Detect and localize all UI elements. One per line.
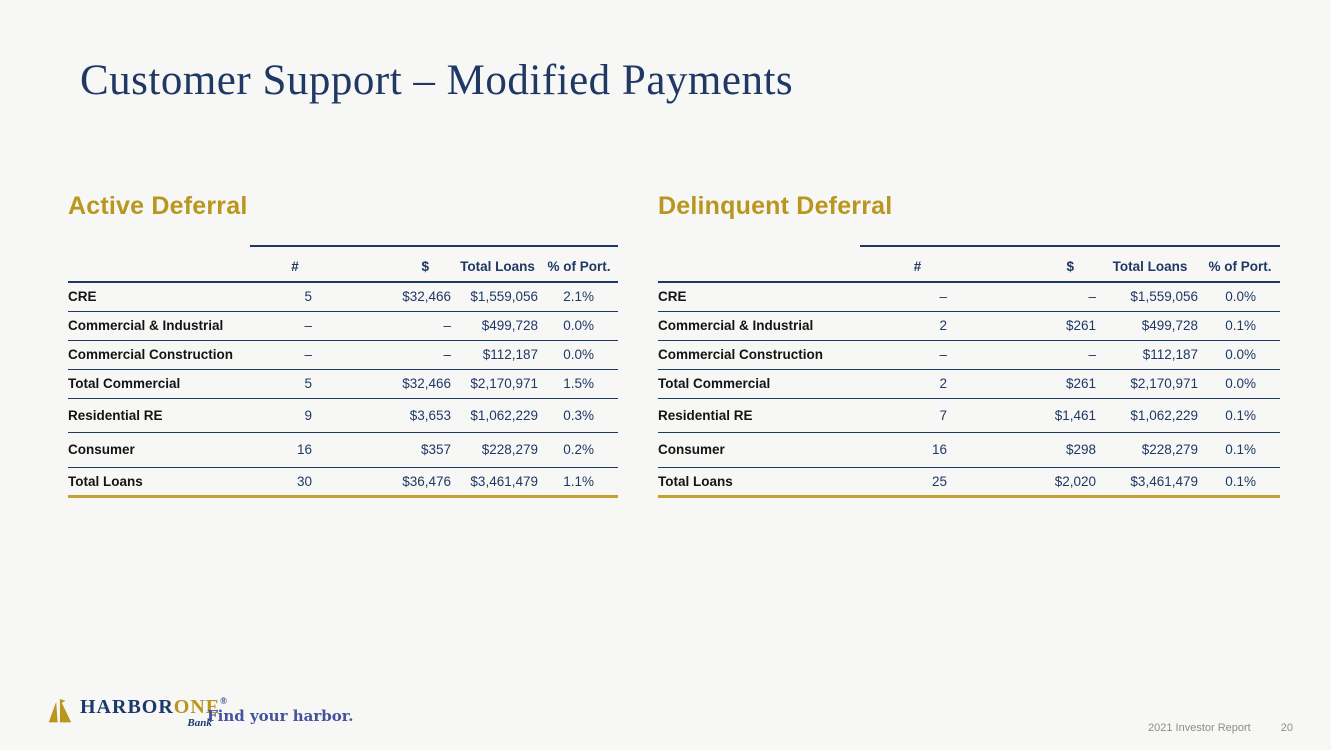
- cell-total-loans: $112,187: [1100, 340, 1200, 369]
- footer-right: [1148, 722, 1293, 734]
- row-label: Consumer: [68, 432, 250, 467]
- table-row: [68, 340, 618, 369]
- row-label: Commercial Construction: [658, 340, 860, 369]
- sail-icon: [44, 697, 74, 734]
- row-label: Commercial & Industrial: [658, 311, 860, 340]
- table-row: [658, 467, 1280, 496]
- cell-percent: 0.1%: [1200, 432, 1280, 467]
- row-label: Total Loans: [658, 467, 860, 496]
- delinquent-deferral-section: [658, 192, 1280, 498]
- cell-total-loans: $499,728: [1100, 311, 1200, 340]
- logo-wordmark: HARBORONE®: [80, 696, 228, 718]
- cell-total-loans: $3,461,479: [455, 467, 540, 496]
- cell-percent: 0.1%: [1200, 398, 1280, 432]
- cell-amount: –: [975, 340, 1100, 369]
- table-row: [658, 340, 1280, 369]
- column-header: $: [340, 246, 455, 282]
- column-header: Total Loans: [455, 246, 540, 282]
- cell-count: 16: [860, 432, 975, 467]
- table-row: [658, 369, 1280, 398]
- row-label: CRE: [68, 282, 250, 311]
- header-row: [68, 246, 618, 282]
- table-row: [658, 432, 1280, 467]
- cell-total-loans: $1,559,056: [455, 282, 540, 311]
- cell-percent: 0.3%: [540, 398, 618, 432]
- row-label: Residential RE: [658, 398, 860, 432]
- cell-count: 2: [860, 311, 975, 340]
- cell-percent: 0.0%: [1200, 340, 1280, 369]
- header-spacer: [658, 246, 860, 282]
- cell-amount: –: [340, 311, 455, 340]
- cell-percent: 0.1%: [1200, 311, 1280, 340]
- cell-percent: 0.0%: [540, 311, 618, 340]
- cell-count: 5: [250, 369, 340, 398]
- table-row: [658, 398, 1280, 432]
- cell-amount: –: [340, 340, 455, 369]
- cell-percent: 0.1%: [1200, 467, 1280, 496]
- cell-percent: 0.0%: [540, 340, 618, 369]
- cell-count: –: [860, 340, 975, 369]
- header-spacer: [68, 246, 250, 282]
- harborone-logo: [44, 697, 228, 734]
- cell-amount: $261: [975, 369, 1100, 398]
- row-label: Commercial Construction: [68, 340, 250, 369]
- row-label: Consumer: [658, 432, 860, 467]
- cell-total-loans: $499,728: [455, 311, 540, 340]
- table-row: [68, 311, 618, 340]
- cell-total-loans: $1,062,229: [1100, 398, 1200, 432]
- cell-count: 2: [860, 369, 975, 398]
- cell-amount: –: [975, 282, 1100, 311]
- section-heading: Delinquent Deferral: [658, 192, 893, 220]
- table-row: [68, 282, 618, 311]
- cell-total-loans: $228,279: [455, 432, 540, 467]
- cell-amount: $36,476: [340, 467, 455, 496]
- cell-amount: $357: [340, 432, 455, 467]
- column-header: #: [860, 246, 975, 282]
- cell-total-loans: $228,279: [1100, 432, 1200, 467]
- cell-amount: $298: [975, 432, 1100, 467]
- table-row: [658, 311, 1280, 340]
- cell-count: 5: [250, 282, 340, 311]
- column-header: $: [975, 246, 1100, 282]
- row-label: Commercial & Industrial: [68, 311, 250, 340]
- cell-total-loans: $3,461,479: [1100, 467, 1200, 496]
- column-header: Total Loans: [1100, 246, 1200, 282]
- column-header: #: [250, 246, 340, 282]
- cell-count: 9: [250, 398, 340, 432]
- active-deferral-table: [68, 245, 618, 498]
- section-heading: Active Deferral: [68, 192, 248, 220]
- row-label: Residential RE: [68, 398, 250, 432]
- cell-total-loans: $2,170,971: [455, 369, 540, 398]
- tagline: Find your harbor.: [207, 707, 354, 725]
- cell-total-loans: $1,559,056: [1100, 282, 1200, 311]
- cell-amount: $3,653: [340, 398, 455, 432]
- logo-text: [80, 697, 228, 729]
- cell-amount: $261: [975, 311, 1100, 340]
- table-row: [68, 432, 618, 467]
- cell-percent: 0.0%: [1200, 282, 1280, 311]
- column-header: % of Port.: [540, 246, 618, 282]
- logo-bank-label: Bank: [187, 717, 212, 729]
- cell-percent: 1.1%: [540, 467, 618, 496]
- cell-count: 30: [250, 467, 340, 496]
- cell-percent: 1.5%: [540, 369, 618, 398]
- page-number: 20: [1280, 722, 1293, 734]
- row-label: CRE: [658, 282, 860, 311]
- cell-amount: $1,461: [975, 398, 1100, 432]
- cell-amount: $32,466: [340, 282, 455, 311]
- cell-count: 16: [250, 432, 340, 467]
- cell-count: –: [250, 311, 340, 340]
- delinquent-deferral-table: [658, 245, 1280, 498]
- row-label: Total Loans: [68, 467, 250, 496]
- row-label: Total Commercial: [658, 369, 860, 398]
- header-row: [658, 246, 1280, 282]
- table-row: [68, 369, 618, 398]
- page-title: Customer Support – Modified Payments: [80, 57, 794, 104]
- cell-amount: $2,020: [975, 467, 1100, 496]
- cell-percent: 0.2%: [540, 432, 618, 467]
- cell-count: –: [860, 282, 975, 311]
- cell-count: 7: [860, 398, 975, 432]
- cell-percent: 0.0%: [1200, 369, 1280, 398]
- row-label: Total Commercial: [68, 369, 250, 398]
- cell-amount: $32,466: [340, 369, 455, 398]
- report-label: 2021 Investor Report: [1148, 722, 1251, 734]
- active-deferral-section: [68, 192, 618, 498]
- table-row: [658, 282, 1280, 311]
- column-header: % of Port.: [1200, 246, 1280, 282]
- table-row: [68, 467, 618, 496]
- cell-total-loans: $1,062,229: [455, 398, 540, 432]
- cell-total-loans: $112,187: [455, 340, 540, 369]
- cell-count: –: [250, 340, 340, 369]
- cell-percent: 2.1%: [540, 282, 618, 311]
- cell-count: 25: [860, 467, 975, 496]
- table-row: [68, 398, 618, 432]
- cell-total-loans: $2,170,971: [1100, 369, 1200, 398]
